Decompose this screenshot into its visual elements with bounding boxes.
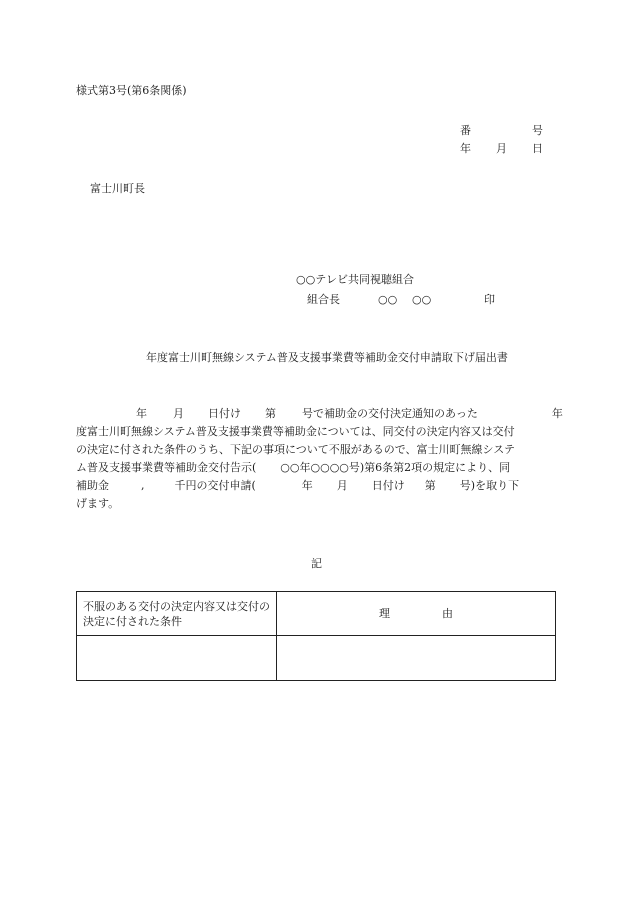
- line5-comma: ,: [141, 479, 145, 492]
- ki-heading: 記: [311, 557, 322, 570]
- line4-text: ム普及支援事業費等補助金交付告示(: [76, 461, 257, 474]
- date-year-label: 年: [460, 142, 471, 155]
- applicant-name-part2: ○○: [412, 293, 432, 306]
- document-title: 年度富士川町無線システム普及支援事業費等補助金交付申請取下げ届出書: [146, 351, 508, 364]
- objection-table: [76, 591, 556, 681]
- applicant-organization: ○○テレビ共同視聴組合: [296, 273, 414, 286]
- line1-year2: 年: [551, 407, 563, 420]
- line1-month: 月: [173, 407, 184, 420]
- line5-b: 千円の交付申請(: [174, 479, 256, 492]
- table-header-row: [77, 592, 556, 636]
- body-line-5: [76, 477, 556, 495]
- line5-dai: 第: [424, 479, 436, 492]
- applicant-name-part1: ○○: [378, 293, 398, 306]
- line5-a: 補助金: [76, 479, 109, 492]
- addressee: 富士川町長: [90, 182, 145, 195]
- seal-mark: 印: [484, 293, 495, 306]
- number-label-ban: 番: [460, 124, 471, 137]
- line1-dai: 第: [265, 407, 276, 420]
- line5-month: 月: [336, 479, 348, 492]
- header-reason-char2: 由: [442, 607, 453, 620]
- body-paragraph: [76, 405, 563, 513]
- date-day-label: 日: [532, 142, 543, 155]
- form-number-label: 様式第3号(第6条関係): [76, 84, 187, 97]
- line4-ref: ○○年○○○○号)第6条第2項の規定により、同: [280, 461, 511, 474]
- number-label-go: 号: [532, 124, 543, 137]
- body-line-4: [76, 459, 556, 477]
- date-month-label: 月: [496, 142, 507, 155]
- body-line-1: [76, 405, 563, 423]
- line5-c: 号)を取り下: [459, 479, 520, 492]
- header-reason-char1: 理: [379, 607, 390, 620]
- applicant-title: 組合長: [307, 293, 340, 306]
- reason-cell[interactable]: [277, 636, 556, 681]
- line1-text: 号で補助金の交付決定通知のあった: [302, 407, 478, 420]
- table-row: [77, 636, 556, 681]
- body-line-6: げます。: [76, 497, 120, 510]
- body-line-2: 度富士川町無線システム普及支援事業費等補助金については、同交付の決定内容又は交付: [76, 425, 515, 438]
- line5-dated: 日付け: [371, 479, 405, 492]
- line1-dated: 日付け: [208, 407, 241, 420]
- line5-year: 年: [301, 479, 313, 492]
- line1-year: 年: [136, 407, 147, 420]
- condition-cell[interactable]: [77, 636, 277, 681]
- header-reason: [277, 592, 556, 636]
- body-line-3: の決定に付された条件のうち、下記の事項について不服があるので、富士川町無線システ: [76, 443, 516, 456]
- header-condition: 不服のある交付の決定内容又は交付の決定に付された条件: [77, 592, 277, 636]
